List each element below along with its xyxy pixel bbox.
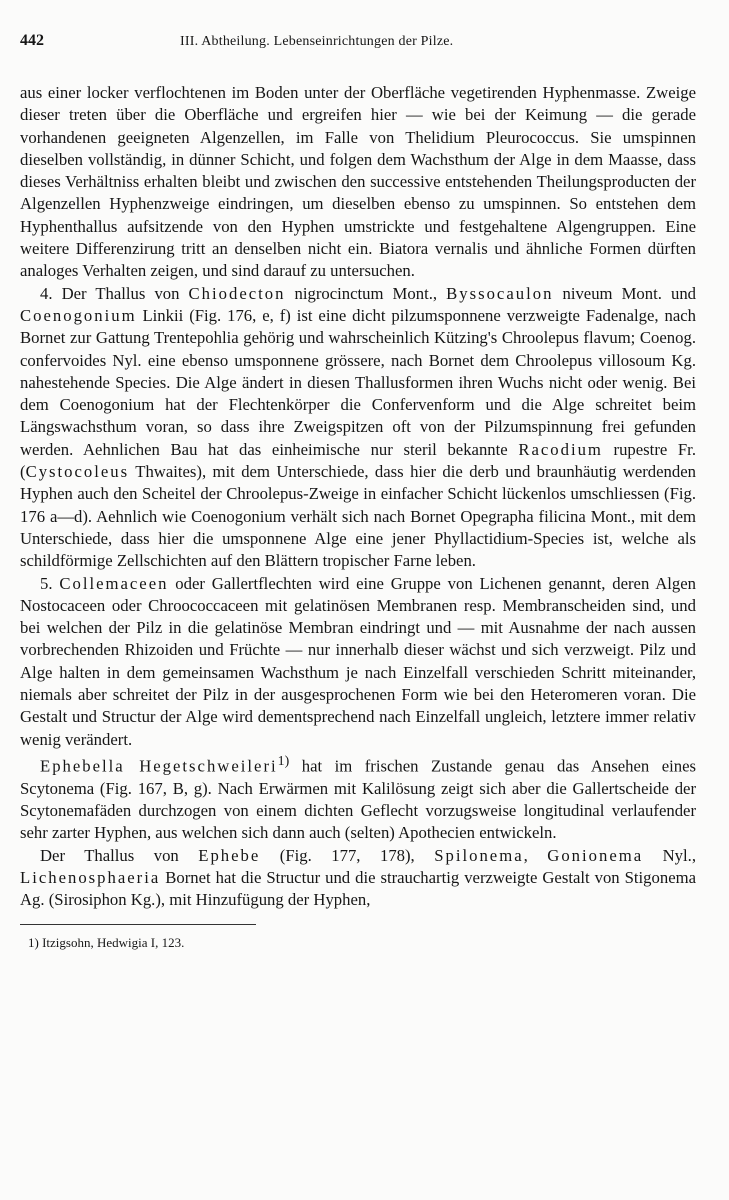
- footnote-ref: 1): [277, 753, 290, 769]
- spaced-term: Lichenosphaeria: [20, 867, 161, 887]
- text-run: 4. Der Thallus von: [40, 283, 189, 303]
- spaced-term: Chiodecton: [188, 283, 286, 303]
- footnote: 1) Itzigsohn, Hedwigia I, 123.: [28, 934, 185, 950]
- text-run: oder Gallertflechten wird eine Gruppe von Lichenen genannt, deren Algen Nostocaceen oder Chroococcaceen mit gelatinösen Membranen resp. Membranscheiden sind, und bei welchen der Pilz in die gelatinöse Membran eindringt und — mit Ausnahme der nach aussen vorbrechenden Rhizoiden und Früchte — nur innerhalb dieser wächst und sich verzweigt. Pilz und Alge halten in dem gemeinsamen Wachsthum je nach Einzelfall verschieden Schritt miteinander, niemals aber schreitet der Pilz in der ausgesprochenen Form wie bei den Heteromeren voran. Die Gestalt und Structur der Alge wird dementsprechend nach Einzelfall ungleich, letztere immer relativ wenig verändert.: [20, 573, 696, 749]
- page-header: [20, 32, 696, 56]
- paragraph-3: [20, 573, 696, 751]
- spaced-term: Racodium: [518, 439, 603, 459]
- paragraph-5: [20, 845, 696, 912]
- text-run: 5.: [40, 573, 60, 593]
- text-run: ,: [523, 845, 548, 865]
- text-run: rupestre Fr. (: [20, 439, 696, 482]
- paragraph-4: [20, 751, 696, 845]
- spaced-term: Ephebella Hegetschweileri: [40, 756, 278, 776]
- text-run: (Fig. 177, 178),: [260, 845, 435, 865]
- body-text: [20, 82, 696, 912]
- running-title: III. Abtheilung. Lebenseinrichtungen der Pilze.: [180, 34, 454, 49]
- text-run: nigrocinctum Mont.,: [285, 283, 447, 303]
- text-run: Der Thallus von: [40, 845, 199, 865]
- text-run: niveum Mont. und: [553, 283, 697, 303]
- spaced-term: Spilonema: [434, 845, 524, 865]
- text-run: hat im frischen Zustande genau das Ansehen eines Scytonema (Fig. 167, B, g). Nach Erwärmen mit Kalilösung zeigt sich aber die Gallertscheide der Scytonemafäden durchzogen von einem dichten Geflecht vorzugsweise longitudinal verlaufender sehr zarter Hyphen, aus welchen sich dann auch (selten) Apothecien entwickeln.: [20, 756, 696, 843]
- footnote-divider: [20, 924, 256, 925]
- text-run: Bornet hat die Structur und die strauchartig verzweigte Gestalt von Stigonema Ag. (Sirosiphon Kg.), mit Hinzufügung der Hyphen,: [20, 867, 696, 910]
- page-number: 442: [20, 32, 44, 49]
- text-run: Thwaites), mit dem Unterschiede, dass hier die derb und braunhäutig werdenden Hyphen auch den Scheitel der Chroolepus-Zweige in einfacher Schicht lückenlos umschliessen (Fig. 176 a—d). Aehnlich wie Coenogonium verhält sich nach Bornet Opegrapha filicina Mont., mit dem Unterschiede, dass hier die umsponnene Alge eine jener Phyllactidium-Species ist, welche als schildförmige Zellschichten auf den Blättern tropischer Farne leben.: [20, 462, 696, 571]
- paragraph-2: [20, 283, 696, 573]
- paragraph-1: aus einer locker verflochtenen im Boden unter der Oberfläche vegetirenden Hyphenmasse. Zweige dieser treten über die Oberfläche und ergreifen hier — wie bei der Keimung — die gerade vorhandenen geeigneten Algenzellen, im Falle von Thelidium Pleurococcus. Sie umspinnen dieselben vollständig, in dünner Schicht, und folgen dem Wachsthum der Alge in dem Maasse, dass dieses Verhältniss erhalten bleibt und zwischen den successive entstehenden Theilungsproducten der Algenzellen Hyphenzweige eindringen, um dieselben ebenso zu umspinnen. So entstehen dem Hyphenthallus aufsitzende von den Hyphen umstrickte und festgehaltene Algengruppen. Eine weitere Differenzirung tritt an denselben nicht ein. Biatora vernalis und ähnliche Formen dürften analoges Verhalten zeigen, und sind darauf zu untersuchen.: [20, 83, 696, 281]
- spaced-term: Ephebe: [198, 845, 261, 865]
- text-run: Nyl.,: [643, 845, 697, 865]
- text-run: Linkii (Fig. 176, e, f) ist eine dicht pilzumsponnene verzweigte Fadenalge, nach Bornet zur Gattung Trentepohlia gehörig und wahrscheinlich Kützing's Chroolepus flavum; Coenog. confervoides Nyl. eine ebenso umsponnene grössere, nach Bornet dem Chroolepus villosoum Kg. nahestehende Species. Die Alge ändert in diesen Thallusformen ihren Wuchs nicht oder wenig. Bei dem Coenogonium hat der Flechtenkörper die Confervenform und die Alge schreitet beim Längswachsthum voran, so dass ihre Zweigspitzen oft von der Pilzumspinnung frei gefunden werden. Aehnlichen Bau hat das einheimische nur steril bekannte: [20, 305, 696, 459]
- spaced-term: Collemaceen: [59, 573, 169, 593]
- spaced-term: Coenogonium: [20, 305, 137, 325]
- book-page: [20, 32, 696, 951]
- spaced-term: Cystocoleus: [25, 462, 130, 482]
- spaced-term: Byssocaulon: [446, 283, 554, 303]
- spaced-term: Gonionema: [547, 845, 644, 865]
